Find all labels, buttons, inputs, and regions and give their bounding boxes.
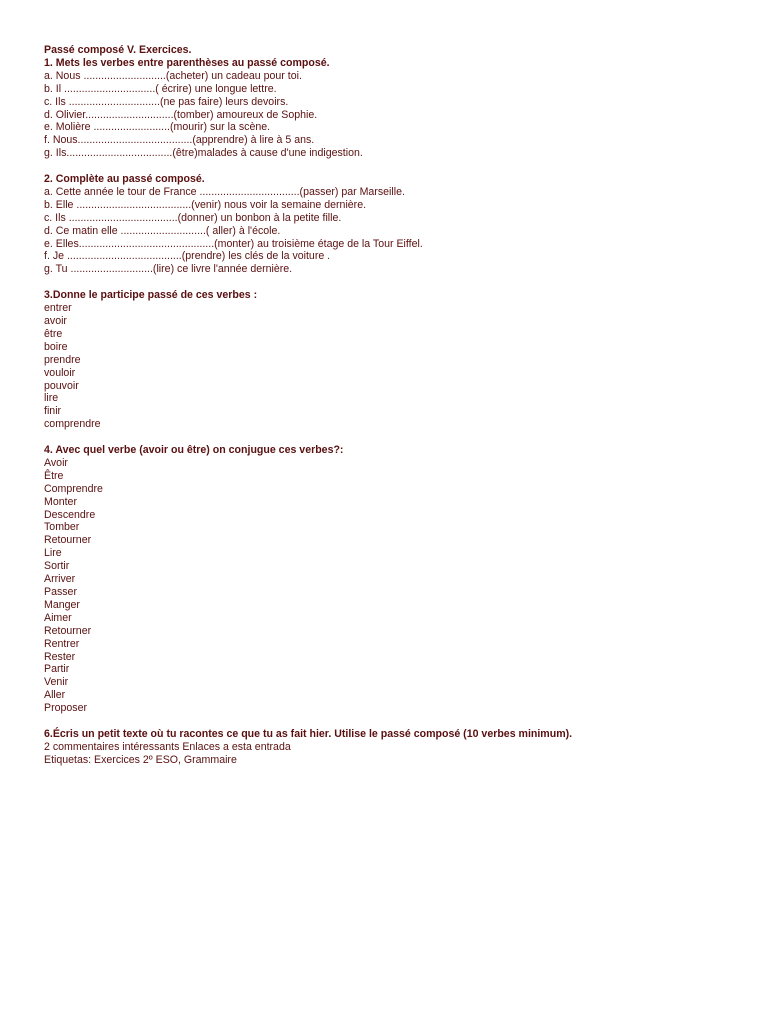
exercise-item: g. Tu ............................(lire) ce livre l'année dernière. (44, 263, 293, 276)
verb-item: Rentrer (44, 637, 80, 650)
comments-line: 2 commentaires intéressants Enlaces a esta entrada (44, 740, 291, 753)
document-page (44, 44, 744, 767)
verb-item: Sortir (44, 560, 70, 573)
verb-item: lire (44, 392, 59, 405)
verb-item: Avoir (44, 456, 68, 469)
exercise-item: b. Il ...............................( écrire) une longue lettre. (44, 82, 277, 95)
verb-item: entrer (44, 302, 72, 315)
exercise-item: f. Nous.......................................(apprendre) à lire à 5 ans. (44, 134, 315, 147)
verb-item: Aimer (44, 611, 72, 624)
exercise-item: c. Ils .....................................(donner) un bonbon à la petite fille. (44, 211, 342, 224)
section-3-heading: 3.Donne le participe passé de ces verbes : (44, 289, 258, 302)
section-2 (44, 173, 744, 276)
document-title: Passé composé V. Exercices. (44, 44, 192, 56)
verb-item: Proposer (44, 702, 87, 715)
verb-item: avoir (44, 315, 67, 327)
verb-item: Monter (44, 495, 77, 508)
verb-item: vouloir (44, 366, 76, 379)
section-4-heading: 4. Avec quel verbe (avoir ou être) on conjugue ces verbes?: (44, 444, 344, 457)
verb-list (44, 302, 744, 431)
exercise-item: c. Ils ...............................(ne pas faire) leurs devoirs. (44, 95, 289, 108)
section-6-heading: 6.Écris un petit texte où tu racontes ce que tu as fait hier. Utilise le passé composé (10 verbes minimum). (44, 727, 573, 740)
verb-item: Comprendre (44, 482, 103, 495)
verb-item: Passer (44, 586, 77, 599)
verb-item: Arriver (44, 573, 76, 586)
verb-item: Retourner (44, 534, 92, 547)
verb-item: Aller (44, 689, 66, 702)
verb-item: comprendre (44, 418, 101, 431)
exercise-item: f. Je .......................................(prendre) les clés de la voiture . (44, 250, 331, 263)
verb-item: Partir (44, 663, 70, 676)
verb-item: Lire (44, 547, 62, 560)
section-1-heading: 1. Mets les verbes entre parenthèses au passé composé. (44, 56, 330, 69)
verb-item: Tomber (44, 521, 80, 534)
verb-item: finir (44, 405, 62, 418)
verb-item: être (44, 327, 63, 340)
labels-line: Etiquetas: Exercices 2º ESO, Grammaire (44, 753, 237, 766)
verb-item: Venir (44, 676, 69, 689)
section-4 (44, 444, 744, 715)
verb-item: Rester (44, 650, 76, 663)
verb-item: pouvoir (44, 379, 79, 392)
exercise-item: e. Elles..............................................(monter) au troisième étage de la Tour Eiffel. (44, 237, 423, 250)
verb-item: Manger (44, 598, 80, 611)
exercise-item: e. Molière ..........................(mourir) sur la scène. (44, 121, 271, 134)
verb-item: Être (44, 469, 64, 482)
section-2-heading: 2. Complète au passé composé. (44, 173, 205, 186)
exercise-item: d. Ce matin elle .............................( aller) à l'école. (44, 224, 281, 237)
exercise-item: a. Nous ............................(acheter) un cadeau pour toi. (44, 69, 302, 82)
verb-item: boire (44, 340, 68, 353)
exercise-item: g. Ils....................................(être)malades à cause d'une indigestion. (44, 147, 363, 160)
exercise-item: a. Cette année le tour de France ..................................(passer) par Marseille. (44, 185, 405, 198)
section-3 (44, 289, 744, 431)
verb-list (44, 457, 744, 715)
section-1 (44, 57, 744, 160)
verb-item: prendre (44, 353, 81, 366)
exercise-item: b. Elle .......................................(venir) nous voir la semaine dernière. (44, 198, 367, 211)
verb-item: Retourner (44, 624, 92, 637)
post-footer (44, 741, 744, 767)
exercise-item: d. Olivier..............................(tomber) amoureux de Sophie. (44, 108, 318, 121)
section-6 (44, 728, 744, 741)
verb-item: Descendre (44, 508, 96, 521)
